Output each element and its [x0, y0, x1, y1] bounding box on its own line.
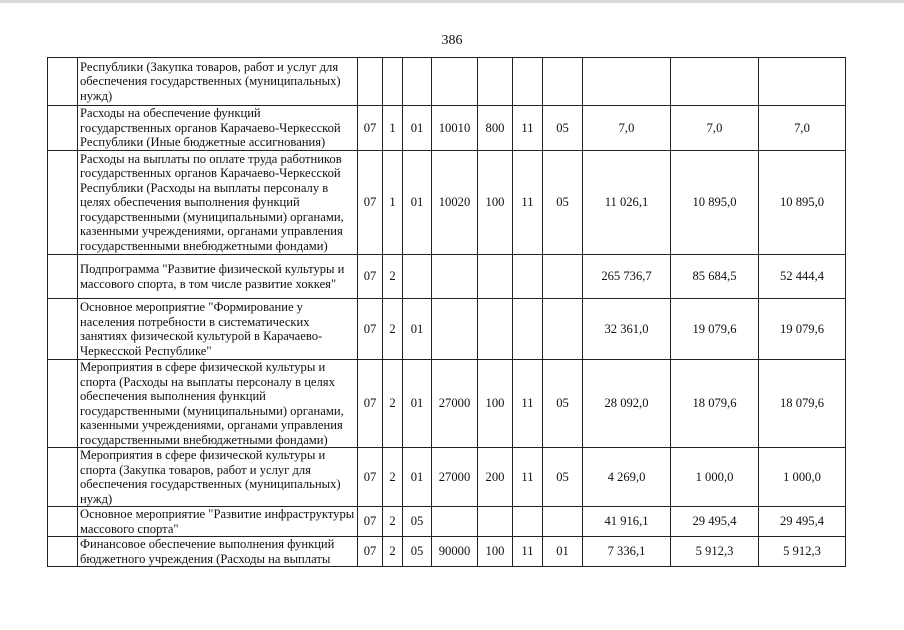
program-cell [403, 58, 432, 106]
podrazdel-cell: 2 [383, 448, 403, 507]
row-number-cell [48, 255, 78, 299]
razdel-cell: 07 [358, 106, 383, 151]
podrazdel-cell: 2 [383, 360, 403, 448]
table-row [48, 106, 846, 151]
expense-name-cell: Основное мероприятие "Формирование у населения потребности в систематических занятиях физической культурой в Карачаево-Черкесской Республике" [78, 299, 358, 360]
razdel-cell: 07 [358, 507, 383, 537]
amount-year-3: 18 079,6 [759, 360, 846, 448]
row-number-cell [48, 507, 78, 537]
table-row [48, 360, 846, 448]
amount-year-2: 19 079,6 [671, 299, 759, 360]
kosgu-cell: 05 [543, 151, 583, 255]
program-cell: 01 [403, 448, 432, 507]
direction-code-cell: 27000 [432, 448, 478, 507]
razdel-cell: 07 [358, 537, 383, 567]
kgs-cell [513, 507, 543, 537]
row-number-cell [48, 299, 78, 360]
program-cell: 01 [403, 299, 432, 360]
row-number-cell [48, 448, 78, 507]
amount-year-2: 1 000,0 [671, 448, 759, 507]
podrazdel-cell: 2 [383, 255, 403, 299]
amount-year-2 [671, 58, 759, 106]
amount-year-2: 85 684,5 [671, 255, 759, 299]
amount-year-3 [759, 58, 846, 106]
amount-year-1 [583, 58, 671, 106]
kosgu-cell: 05 [543, 448, 583, 507]
razdel-cell: 07 [358, 255, 383, 299]
program-cell: 01 [403, 360, 432, 448]
expense-type-cell [478, 58, 513, 106]
expense-name-cell: Подпрограмма "Развитие физической культуры и массового спорта, в том числе развитие хоккея" [78, 255, 358, 299]
table-row [48, 299, 846, 360]
page-number: 386 [441, 33, 463, 48]
table-body [48, 58, 846, 567]
podrazdel-cell: 1 [383, 106, 403, 151]
program-cell: 05 [403, 507, 432, 537]
amount-year-1: 7,0 [583, 106, 671, 151]
amount-year-3: 1 000,0 [759, 448, 846, 507]
amount-year-1: 28 092,0 [583, 360, 671, 448]
row-number-cell [48, 360, 78, 448]
amount-year-3: 29 495,4 [759, 507, 846, 537]
expense-type-cell [478, 255, 513, 299]
direction-code-cell [432, 507, 478, 537]
expense-name-cell: Республики (Закупка товаров, работ и услуг для обеспечения государственных (муниципальных) нужд) [78, 58, 358, 106]
row-number-cell [48, 106, 78, 151]
program-cell: 05 [403, 537, 432, 567]
direction-code-cell [432, 255, 478, 299]
table-row [48, 507, 846, 537]
amount-year-1: 11 026,1 [583, 151, 671, 255]
direction-code-cell: 10010 [432, 106, 478, 151]
podrazdel-cell [383, 58, 403, 106]
expense-type-cell [478, 507, 513, 537]
row-number-cell [48, 151, 78, 255]
direction-code-cell: 27000 [432, 360, 478, 448]
kgs-cell: 11 [513, 106, 543, 151]
amount-year-3: 7,0 [759, 106, 846, 151]
direction-code-cell [432, 58, 478, 106]
table-row [48, 537, 846, 567]
direction-code-cell: 10020 [432, 151, 478, 255]
direction-code-cell [432, 299, 478, 360]
amount-year-3: 52 444,4 [759, 255, 846, 299]
amount-year-2: 29 495,4 [671, 507, 759, 537]
amount-year-1: 265 736,7 [583, 255, 671, 299]
direction-code-cell: 90000 [432, 537, 478, 567]
expense-type-cell: 100 [478, 537, 513, 567]
expense-type-cell: 100 [478, 360, 513, 448]
program-cell [403, 255, 432, 299]
expense-type-cell: 800 [478, 106, 513, 151]
expense-type-cell [478, 299, 513, 360]
amount-year-1: 4 269,0 [583, 448, 671, 507]
table-row [48, 58, 846, 106]
kgs-cell [513, 255, 543, 299]
amount-year-3: 10 895,0 [759, 151, 846, 255]
expense-type-cell: 100 [478, 151, 513, 255]
kosgu-cell: 05 [543, 106, 583, 151]
expense-name-cell: Основное мероприятие "Развитие инфраструктуры массового спорта" [78, 507, 358, 537]
razdel-cell: 07 [358, 448, 383, 507]
row-number-cell [48, 537, 78, 567]
kgs-cell [513, 58, 543, 106]
razdel-cell: 07 [358, 299, 383, 360]
podrazdel-cell: 2 [383, 507, 403, 537]
kosgu-cell [543, 255, 583, 299]
podrazdel-cell: 2 [383, 537, 403, 567]
razdel-cell: 07 [358, 360, 383, 448]
kosgu-cell: 01 [543, 537, 583, 567]
kgs-cell: 11 [513, 360, 543, 448]
table-row [48, 151, 846, 255]
kosgu-cell [543, 507, 583, 537]
scan-edge [0, 0, 904, 3]
amount-year-2: 18 079,6 [671, 360, 759, 448]
budget-table [47, 57, 846, 567]
podrazdel-cell: 2 [383, 299, 403, 360]
table-row [48, 255, 846, 299]
amount-year-1: 32 361,0 [583, 299, 671, 360]
kosgu-cell [543, 299, 583, 360]
amount-year-1: 7 336,1 [583, 537, 671, 567]
kgs-cell: 11 [513, 151, 543, 255]
amount-year-3: 5 912,3 [759, 537, 846, 567]
podrazdel-cell: 1 [383, 151, 403, 255]
kosgu-cell [543, 58, 583, 106]
expense-name-cell: Расходы на выплаты по оплате труда работников государственных органов Карачаево-Черкесской Республики (Расходы на выплаты персоналу в целях обеспечения выполнения функций государственными (муниципальными) органами, казенными учреждениями, органами управления государственными внебюджетными фондами) [78, 151, 358, 255]
expense-type-cell: 200 [478, 448, 513, 507]
kgs-cell: 11 [513, 537, 543, 567]
expense-name-cell: Мероприятия в сфере физической культуры и спорта (Расходы на выплаты персоналу в целях обеспечения выполнения функций государственными (муниципальными) органами, казенными учреждениями, органами управления государственными внебюджетными фондами) [78, 360, 358, 448]
expense-name-cell: Мероприятия в сфере физической культуры и спорта (Закупка товаров, работ и услуг для обеспечения государственных (муниципальных) нужд) [78, 448, 358, 507]
amount-year-2: 10 895,0 [671, 151, 759, 255]
expense-name-cell: Финансовое обеспечение выполнения функций бюджетного учреждения (Расходы на выплаты [78, 537, 358, 567]
kosgu-cell: 05 [543, 360, 583, 448]
razdel-cell: 07 [358, 151, 383, 255]
kgs-cell [513, 299, 543, 360]
row-number-cell [48, 58, 78, 106]
program-cell: 01 [403, 151, 432, 255]
kgs-cell: 11 [513, 448, 543, 507]
amount-year-3: 19 079,6 [759, 299, 846, 360]
program-cell: 01 [403, 106, 432, 151]
razdel-cell [358, 58, 383, 106]
amount-year-2: 7,0 [671, 106, 759, 151]
table-row [48, 448, 846, 507]
expense-name-cell: Расходы на обеспечение функций государственных органов Карачаево-Черкесской Республики (Иные бюджетные ассигнования) [78, 106, 358, 151]
amount-year-1: 41 916,1 [583, 507, 671, 537]
amount-year-2: 5 912,3 [671, 537, 759, 567]
